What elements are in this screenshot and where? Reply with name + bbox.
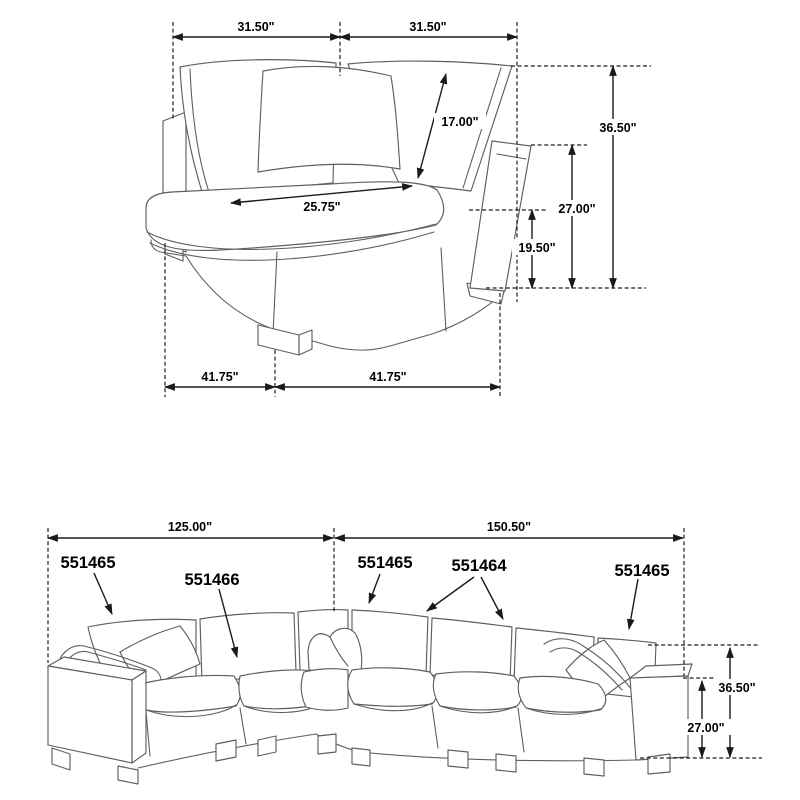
sku-arrow-right-corner bbox=[629, 579, 638, 629]
dim-top-right-width-label: 31.50" bbox=[409, 20, 447, 34]
sku-label-left-corner: 551465 bbox=[60, 554, 116, 572]
sec-base-seam-4 bbox=[518, 708, 524, 752]
chair-base-seam-left bbox=[273, 252, 277, 334]
sec-right-seat-1 bbox=[348, 668, 438, 706]
dim-right-depth-label: 41.75" bbox=[369, 370, 407, 384]
sku-arrow-left-corner bbox=[94, 573, 112, 614]
sec-left-arm-side bbox=[132, 671, 146, 763]
sec-base-seam-1 bbox=[240, 708, 246, 744]
sec-foot bbox=[496, 754, 516, 772]
dim-back-cushion-label: 17.00" bbox=[441, 115, 479, 129]
chair-base-outline bbox=[151, 240, 504, 350]
sec-foot bbox=[584, 758, 604, 776]
dim-seat-depth-label: 25.75" bbox=[303, 200, 341, 214]
dim-back-height-label: 27.00" bbox=[558, 202, 596, 216]
sec-left-arm-foot bbox=[118, 766, 138, 784]
dim-top-left-width-label: 31.50" bbox=[237, 20, 275, 34]
sec-foot bbox=[448, 750, 468, 768]
sku-label-right-armless: 551464 bbox=[451, 557, 507, 575]
sku-arrow-right-armless-1 bbox=[427, 577, 474, 611]
sec-right-seat-2 bbox=[433, 672, 521, 710]
chair-seat-cushion bbox=[146, 182, 444, 251]
dim-right-side-length-label: 150.50" bbox=[486, 520, 532, 534]
chair-base-seam-right bbox=[441, 248, 446, 331]
chair-center-pillow bbox=[258, 66, 400, 172]
sec-left-arm-front bbox=[48, 666, 132, 763]
sec-foot bbox=[258, 736, 276, 756]
sec-corner-right-back bbox=[352, 610, 428, 674]
sku-label-middle-corner: 551465 bbox=[357, 554, 413, 572]
sku-label-left-armless: 551466 bbox=[184, 571, 240, 589]
sec-foot bbox=[318, 734, 336, 754]
sec-foot bbox=[352, 748, 370, 766]
dim-sec-overall-height-label: 36.50" bbox=[718, 681, 756, 695]
dim-seat-height-label: 19.50" bbox=[518, 241, 556, 255]
sec-base-seam-3 bbox=[432, 706, 438, 748]
sec-right-arm-front bbox=[630, 676, 688, 760]
sec-corner-seat bbox=[301, 669, 348, 711]
sku-arrow-middle-corner bbox=[369, 574, 380, 603]
sec-foot bbox=[216, 740, 236, 761]
dim-left-depth-label: 41.75" bbox=[201, 370, 239, 384]
sku-label-right-corner: 551465 bbox=[614, 562, 670, 580]
dim-sec-arm-height-label: 27.00" bbox=[687, 721, 725, 735]
chair-front-foot-side bbox=[299, 330, 312, 355]
dim-left-side-length-label: 125.00" bbox=[167, 520, 213, 534]
sec-right-arm-foot bbox=[648, 754, 670, 774]
chair-front-foot bbox=[258, 325, 299, 355]
sec-base-seam-2 bbox=[146, 712, 150, 756]
sec-left-arm-foot bbox=[52, 748, 70, 770]
sku-arrow-right-armless-2 bbox=[481, 577, 503, 619]
sectional-drawing bbox=[48, 610, 692, 784]
dim-overall-height-label: 36.50" bbox=[599, 121, 637, 135]
